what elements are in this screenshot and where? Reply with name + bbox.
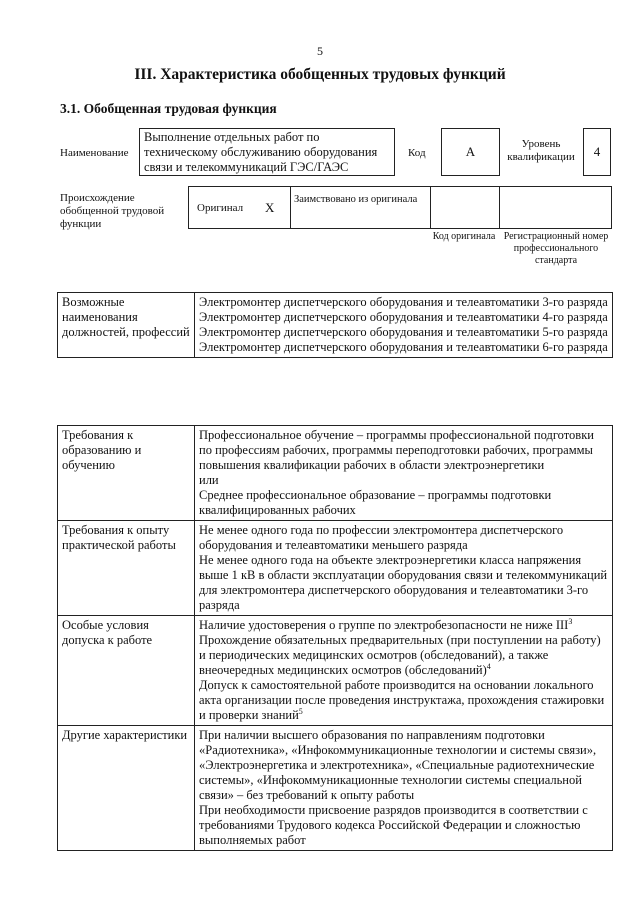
requirements-table: [57, 425, 613, 851]
admission-label: Особые условия допуска к работе: [58, 616, 195, 726]
footnote-marker: 5: [298, 706, 303, 716]
position-item: Электромонтер диспетчерского оборудования и телеавтоматики 5-го разряда: [199, 325, 608, 339]
admission-line: [199, 678, 608, 723]
experience-line: Не менее одного года на объекте электроэнергетики класса напряжения выше 1 кВ в области эксплуатации оборудования связи и телекоммуникаций для электромонтера диспетчерского оборудования и телеавтоматики 3-го разряда: [199, 553, 608, 612]
admission-text: Наличие удостоверения о группе по электробезопасности не ниже III: [199, 618, 569, 632]
other-content: [195, 726, 613, 851]
other-row: [58, 726, 613, 851]
code-original-cell: [430, 187, 500, 228]
code-value-box: [441, 128, 500, 176]
origin-label: Происхождение обобщенной трудовой функции: [60, 192, 165, 230]
education-label: Требования к образованию и обучению: [58, 426, 195, 521]
admission-line: [199, 633, 608, 678]
code-value: A: [465, 144, 476, 159]
level-label: Уровень квалификации: [507, 138, 575, 163]
experience-line: Не менее одного года по профессии электромонтера диспетчерского оборудования и телеавтоматики меньшего разряда: [199, 523, 564, 552]
page-number: 5: [317, 44, 323, 58]
experience-row: [58, 521, 613, 616]
level-value: 4: [593, 144, 601, 159]
level-value-box: [583, 128, 611, 176]
origin-row: [188, 186, 612, 229]
original-label: Оригинал: [197, 202, 244, 214]
reg-number-cell: [498, 187, 611, 228]
education-row: [58, 426, 613, 521]
education-content: [195, 426, 613, 521]
education-line: Среднее профессиональное образование – программы подготовки квалифицированных рабочих: [199, 488, 552, 517]
admission-text: Прохождение обязательных предварительных (при поступлении на работу) и периодических медицинских осмотров (обследований), а также внеочередных медицинских осмотров (обследований): [199, 633, 601, 677]
admission-text: Допуск к самостоятельной работе производится на основании локального акта организации после проведения инструктажа, прохождения стажировки и проверки знаний: [199, 678, 605, 722]
admission-row: [58, 616, 613, 726]
admission-content: [195, 616, 613, 726]
other-line: При необходимости присвоение разрядов производится в соответствии с требованиями Трудового кодекса Российской Федерации и сложностью выполняемых работ: [199, 803, 588, 847]
position-item: Электромонтер диспетчерского оборудования и телеавтоматики 4-го разряда: [199, 310, 608, 324]
other-label: Другие характеристики: [58, 726, 195, 851]
education-line: или: [199, 473, 219, 487]
code-original-label: Код оригинала: [432, 231, 496, 242]
reg-number-label: Регистрационный номер профессионального стандарта: [503, 231, 609, 266]
section-title: III. Характеристика обобщенных трудовых функций: [134, 66, 506, 83]
function-name-box: Выполнение отдельных работ по техническому обслуживанию оборудования связи и телекоммуникаций ГЭС/ГАЭС: [139, 128, 395, 176]
original-mark: X: [265, 200, 275, 215]
positions-row: [58, 293, 613, 358]
footnote-marker: 3: [568, 616, 573, 626]
position-item: Электромонтер диспетчерского оборудования и телеавтоматики 6-го разряда: [199, 340, 608, 354]
code-label: Код: [408, 147, 426, 159]
positions-list: [195, 293, 613, 358]
subsection-title: 3.1. Обобщенная трудовая функция: [60, 101, 277, 116]
borrowed-label: Заимствовано из оригинала: [294, 194, 418, 205]
original-cell: [189, 187, 291, 228]
name-label: Наименование: [60, 147, 129, 159]
admission-line: [199, 618, 608, 633]
positions-table: [57, 292, 613, 358]
experience-label: Требования к опыту практической работы: [58, 521, 195, 616]
education-line: Профессиональное обучение – программы профессиональной подготовки по профессиям рабочих, программы переподготовки рабочих, программы повышения квалификации рабочих в области электроэнергетики: [199, 428, 594, 472]
experience-content: [195, 521, 613, 616]
position-item: Электромонтер диспетчерского оборудования и телеавтоматики 3-го разряда: [199, 295, 608, 309]
other-line: При наличии высшего образования по направлениям подготовки «Радиотехника», «Инфокоммуникационные технологии и системы связи», «Электроэнергетика и электротехника», «Специальные радиотехнические системы», «Инфокоммуникационные технологии системы специальной связи» – без требований к опыту работы: [199, 728, 597, 802]
footnote-marker: 4: [486, 661, 491, 671]
positions-label: Возможные наименования должностей, профессий: [58, 293, 195, 358]
